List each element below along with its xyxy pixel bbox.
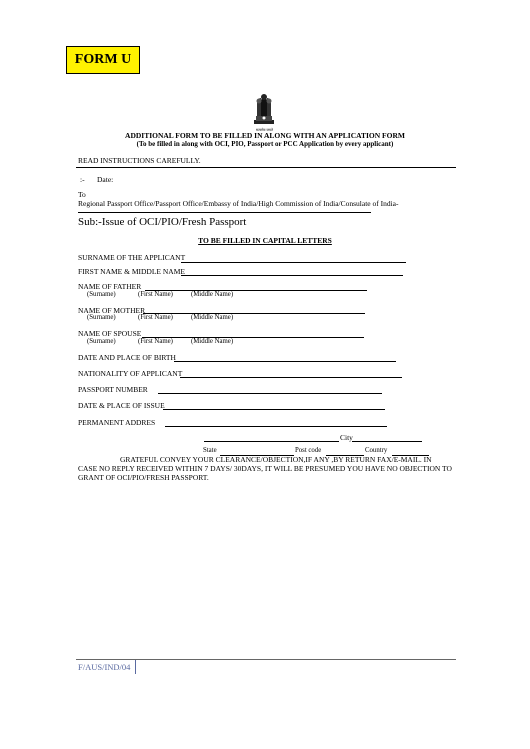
passport-label: PASSPORT NUMBER <box>78 385 148 394</box>
mother-middle-hint: (Middle Name) <box>191 314 234 321</box>
date-label: Date: <box>97 175 114 184</box>
spouse-label: NAME OF SPOUSE <box>78 329 142 338</box>
father-surname-hint: (Surname) <box>87 291 116 298</box>
emblem-caption: सत्यमेव जयते <box>256 128 273 132</box>
date-prefix: :- <box>80 175 85 184</box>
father-label: NAME OF FATHER <box>78 282 142 291</box>
father-field[interactable] <box>145 290 367 291</box>
dob-field[interactable] <box>174 361 396 362</box>
issue-label: DATE & PLACE OF ISSUE <box>78 401 165 410</box>
footer-divider <box>135 660 136 674</box>
recipient-text: Regional Passport Office/Passport Office/Embassy of India/High Commission of India/Consulate of India- <box>78 199 399 208</box>
father-middle-hint: (Middle Name) <box>191 291 234 298</box>
nationality-field[interactable] <box>180 377 402 378</box>
to-label: To <box>78 190 86 199</box>
address-field-1[interactable] <box>165 426 387 427</box>
spouse-middle-hint: (Middle Name) <box>191 338 234 345</box>
closing-line-1: GRATEFUL CONVEY YOUR CLEARANCE/OBJECTION,IF ANY ,BY RETURN FAX/E-MAIL. IN <box>120 455 432 464</box>
first-middle-label: FIRST NAME & MIDDLE NAME <box>78 267 185 276</box>
mother-surname-hint: (Surname) <box>87 314 116 321</box>
nationality-label: NATIONALITY OF APPLICANT <box>78 369 183 378</box>
subject-line: Sub:-Issue of OCI/PIO/Fresh Passport <box>78 216 247 228</box>
closing-line-3: GRANT OF OCI/PIO/FRESH PASSPORT. <box>78 473 209 482</box>
dob-label: DATE AND PLACE OF BIRTH <box>78 353 176 362</box>
passport-field[interactable] <box>158 393 382 394</box>
city-label: City <box>340 433 353 442</box>
instructions-rule <box>76 167 456 168</box>
capital-letters-note: TO BE FILLED IN CAPITAL LETTERS <box>198 236 332 245</box>
father-first-hint: (First Name) <box>138 291 173 298</box>
spouse-field[interactable] <box>142 337 364 338</box>
mother-label: NAME OF MOTHER <box>78 306 146 315</box>
city-field[interactable] <box>352 441 422 442</box>
issue-field[interactable] <box>163 409 385 410</box>
footer-code: F/AUS/IND/04 <box>78 662 131 672</box>
surname-field[interactable] <box>181 262 406 263</box>
spouse-surname-hint: (Surname) <box>87 338 116 345</box>
surname-label: SURNAME OF THE APPLICANT <box>78 253 186 262</box>
first-middle-field[interactable] <box>181 275 403 276</box>
state-label: State <box>203 447 217 454</box>
form-heading: ADDITIONAL FORM TO BE FILLED IN ALONG WITH AN APPLICATION FORM <box>125 131 405 140</box>
mother-field[interactable] <box>143 313 365 314</box>
mother-first-hint: (First Name) <box>138 314 173 321</box>
closing-line-2: CASE NO REPLY RECEIVED WITHIN 7 DAYS/ 30DAYS, IT WILL BE PRESUMED YOU HAVE NO OBJECTION TO <box>78 464 452 473</box>
address-label: PERMANENT ADDRES <box>78 418 156 427</box>
address-field-2[interactable] <box>204 441 339 442</box>
form-subheading: (To be filled in along with OCI, PIO, Passport or PCC Application by every applicant) <box>136 140 394 148</box>
postcode-label: Post code <box>295 447 322 454</box>
recipient-line[interactable] <box>78 212 371 213</box>
form-badge: FORM U <box>66 46 140 74</box>
instructions-text: READ INSTRUCTIONS CAREFULLY. <box>78 156 201 165</box>
country-label: Country <box>365 447 388 454</box>
spouse-first-hint: (First Name) <box>138 338 173 345</box>
footer-rule <box>76 659 456 660</box>
